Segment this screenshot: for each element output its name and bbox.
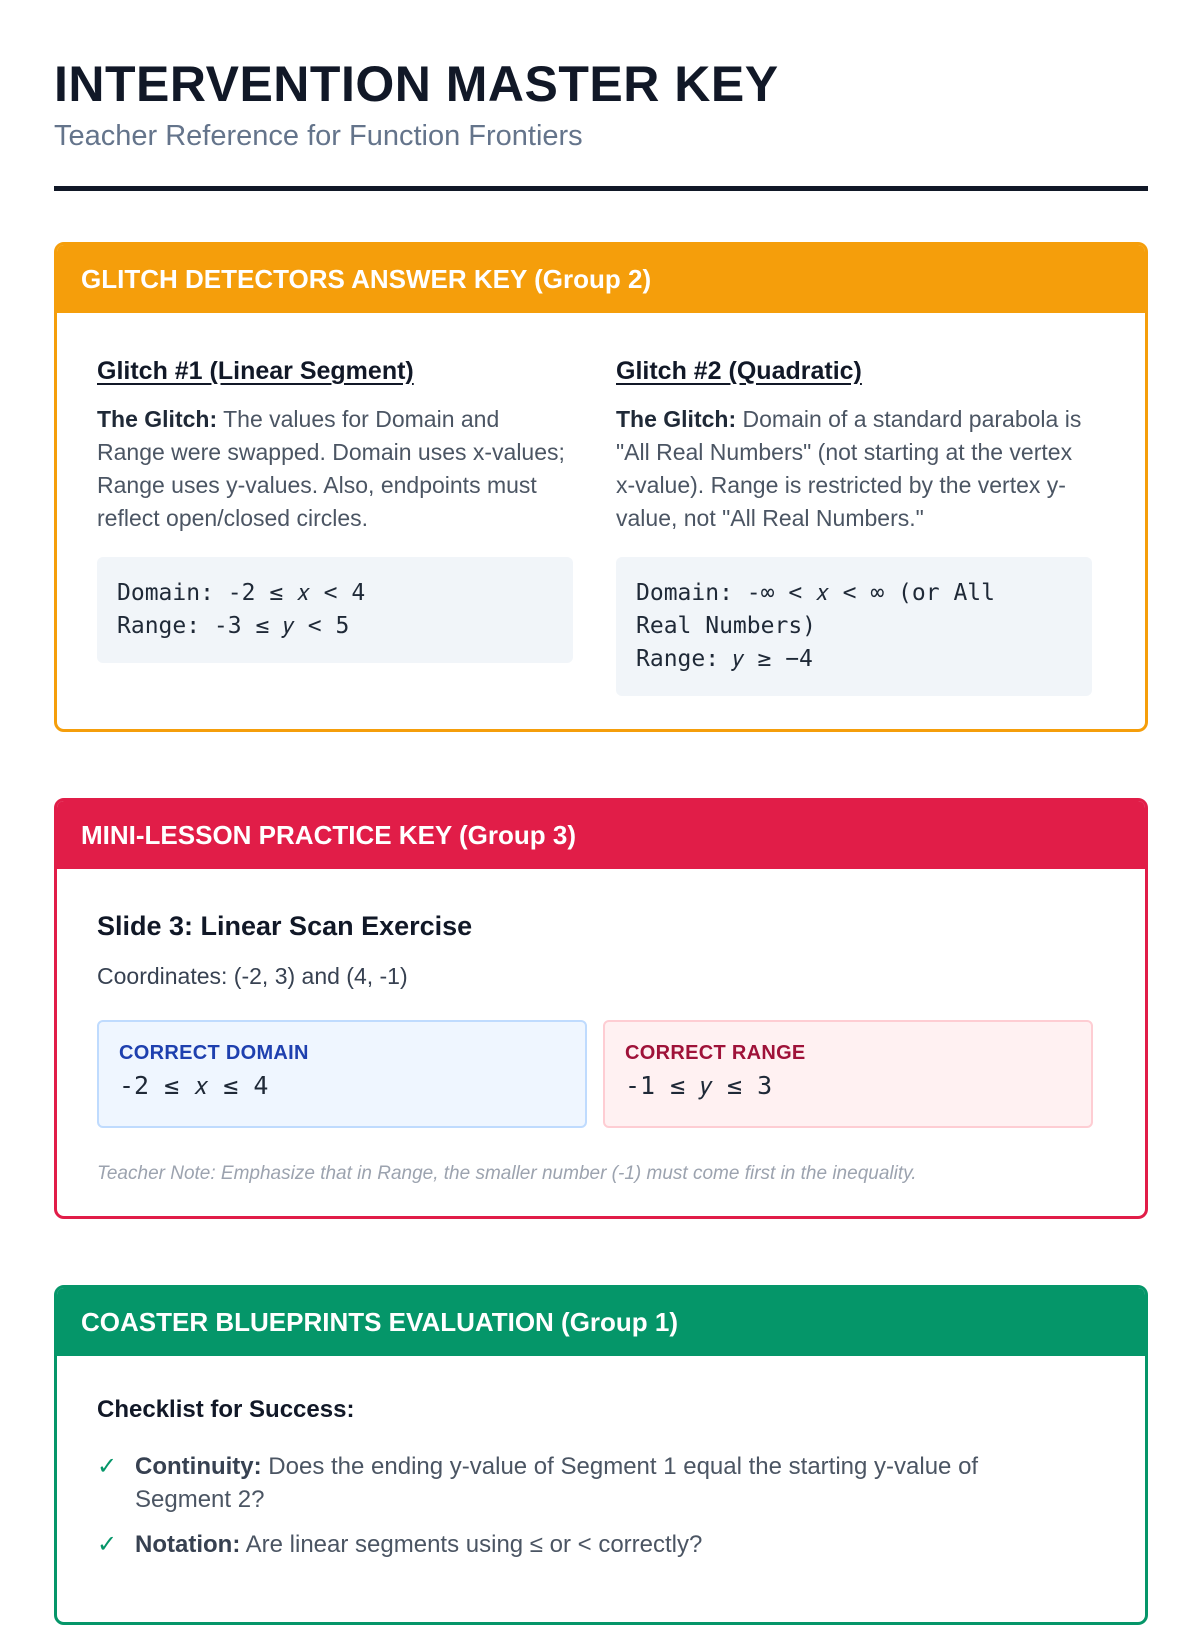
glitch-detectors-card: [54, 242, 1148, 732]
glitch-2-text: Domain of a standard parabola is "All Real Numbers" (not starting at the vertex x-value). Range is restricted by the vertex y-value, not "All Real Numbers.": [616, 406, 1082, 531]
correct-range-value: -1 ≤ 𝑦 ≤ 3: [625, 1071, 773, 1100]
mini-lesson-card: [54, 798, 1148, 1219]
glitch-1-answer: [97, 557, 573, 663]
checklist-item-label: Notation:: [135, 1531, 241, 1558]
mini-lesson-heading: MINI-LESSON PRACTICE KEY (Group 3): [81, 819, 576, 850]
correct-range-label: CORRECT RANGE: [625, 1042, 806, 1064]
glitch-2-answer: [616, 557, 1092, 696]
check-icon: ✓: [97, 1531, 118, 1558]
coaster-blueprints-card: [54, 1285, 1148, 1625]
glitch-2-column: [616, 355, 1092, 696]
correct-domain-label: CORRECT DOMAIN: [119, 1042, 309, 1064]
checklist: [97, 1450, 1047, 1573]
checklist-item-text: [135, 1450, 1047, 1516]
coaster-blueprints-header: [57, 1288, 1145, 1356]
glitch-1-label: The Glitch:: [97, 406, 218, 432]
checklist-item-text: [135, 1528, 702, 1561]
glitch-detectors-heading: GLITCH DETECTORS ANSWER KEY (Group 2): [81, 263, 652, 294]
glitch-2-label: The Glitch:: [616, 406, 737, 432]
glitch-2-domain-line: Domain: -∞ < 𝑥 < ∞ (or All: [636, 580, 995, 606]
page-title: INTERVENTION MASTER KEY: [54, 56, 779, 112]
glitch-1-explanation: [97, 403, 573, 535]
checklist-title: Checklist for Success:: [97, 1396, 355, 1423]
check-icon: ✓: [97, 1453, 118, 1480]
checklist-item-label: Continuity:: [135, 1453, 262, 1480]
correct-domain-box: [97, 1020, 587, 1128]
checklist-item-description: Does the ending y-value of Segment 1 equal the starting y-value of Segment 2?: [135, 1453, 979, 1513]
coaster-blueprints-heading: COASTER BLUEPRINTS EVALUATION (Group 1): [81, 1306, 679, 1337]
glitch-detectors-header: [57, 245, 1145, 313]
correct-range-box: [603, 1020, 1093, 1128]
title-divider: [54, 186, 1148, 191]
glitch-1-column: [97, 355, 573, 663]
mini-lesson-header: [57, 801, 1145, 869]
glitch-1-title: Glitch #1 (Linear Segment): [97, 357, 414, 385]
checklist-item: [97, 1528, 1047, 1561]
slide-title: Slide 3: Linear Scan Exercise: [97, 911, 473, 941]
checklist-item-description: Are linear segments using ≤ or < correctly?: [240, 1531, 703, 1558]
glitch-1-text: The values for Domain and Range were swapped. Domain uses x-values; Range uses y-values. Also, endpoints must reflect open/closed circles.: [97, 406, 565, 531]
page-subtitle: Teacher Reference for Function Frontiers: [54, 120, 583, 152]
glitch-1-range-line: Range: -3 ≤ 𝑦 < 5: [117, 613, 350, 639]
glitch-2-explanation: [616, 403, 1092, 535]
teacher-note: Teacher Note: Emphasize that in Range, the smaller number (-1) must come first in the inequality.: [97, 1163, 917, 1184]
glitch-2-title: Glitch #2 (Quadratic): [616, 357, 862, 385]
glitch-2-range-line: Range: 𝑦 ≥ −4: [636, 646, 813, 672]
glitch-1-domain-line: Domain: -2 ≤ 𝑥 < 4: [117, 580, 366, 606]
correct-domain-value: -2 ≤ 𝑥 ≤ 4: [119, 1071, 269, 1100]
coordinates-text: Coordinates: (-2, 3) and (4, -1): [97, 963, 408, 989]
glitch-2-domain-line-cont: Real Numbers): [636, 613, 817, 639]
checklist-item: [97, 1450, 1047, 1516]
